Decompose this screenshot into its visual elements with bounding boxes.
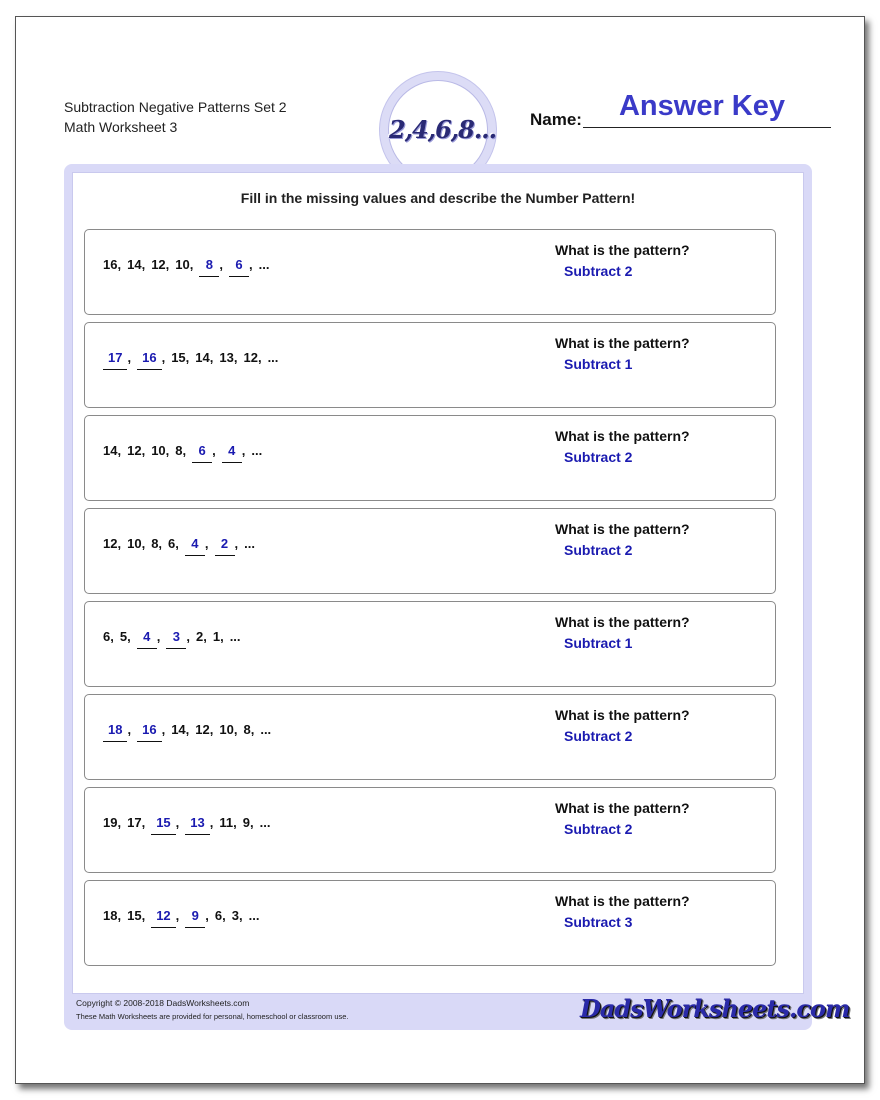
sequence-term: 15: [171, 350, 186, 365]
filled-answer-value: 8: [199, 257, 219, 277]
pattern-answer: Subtract 3: [564, 914, 633, 930]
sequence-term: 15: [127, 908, 142, 923]
sequence-term: 8: [243, 722, 251, 737]
comma-separator: ,: [249, 815, 254, 830]
number-sequence: [103, 536, 255, 556]
filled-answer-value: 3: [166, 629, 186, 649]
filled-answer-value: 16: [137, 722, 161, 742]
comma-separator: ,: [182, 443, 187, 458]
comma-separator: ,: [141, 257, 146, 272]
sequence-term: 11: [219, 815, 234, 830]
comma-separator: ,: [175, 536, 179, 551]
sequence-term: 13: [219, 350, 234, 365]
number-sequence: [103, 257, 269, 277]
comma-separator: ,: [161, 350, 166, 365]
sequence-term: 16: [103, 257, 118, 272]
problem-box: [84, 694, 776, 780]
comma-separator: ,: [250, 722, 255, 737]
problem-box: [84, 229, 776, 315]
pattern-question: What is the pattern?: [555, 428, 690, 444]
filled-answer-value: 4: [185, 536, 205, 556]
pattern-answer: Subtract 2: [564, 821, 633, 837]
filled-answer-value: 2: [215, 536, 235, 556]
filled-answer-value: 12: [151, 908, 175, 928]
filled-answer-value: 16: [137, 350, 161, 370]
sequence-term: 12: [127, 443, 142, 458]
comma-separator: ,: [220, 629, 224, 644]
copyright-text: Copyright © 2008-2018 DadsWorksheets.com: [76, 998, 250, 1008]
sequence-term: 18: [103, 908, 118, 923]
comma-separator: ,: [203, 629, 207, 644]
filled-answer-value: 6: [192, 443, 212, 463]
pattern-question: What is the pattern?: [555, 614, 690, 630]
sequence-term: 14: [195, 350, 210, 365]
comma-separator: ,: [141, 536, 146, 551]
sequence-term: 2: [195, 629, 204, 644]
pattern-answer: Subtract 2: [564, 728, 633, 744]
comma-separator: ,: [186, 629, 190, 644]
worksheet-title: Subtraction Negative Patterns Set 2: [64, 99, 287, 115]
problem-box: [84, 322, 776, 408]
sequence-term: 14: [171, 722, 186, 737]
sequence-term: ...: [258, 257, 270, 272]
pattern-question: What is the pattern?: [555, 242, 690, 258]
pattern-answer: Subtract 2: [564, 263, 633, 279]
sequence-term: 12: [195, 722, 210, 737]
worksheet-subtitle: Math Worksheet 3: [64, 119, 178, 135]
filled-answer-value: 6: [229, 257, 249, 277]
number-sequence: [103, 908, 259, 928]
comma-separator: ,: [249, 257, 253, 272]
sequence-term: 1: [212, 629, 221, 644]
comma-separator: ,: [175, 908, 180, 923]
sequence-term: 8: [175, 443, 183, 458]
dadsworksheets-logo: DadsWorksheets.com: [580, 994, 850, 1023]
number-sequence: [103, 443, 262, 463]
comma-separator: ,: [165, 443, 170, 458]
comma-separator: ,: [239, 908, 243, 923]
comma-separator: ,: [141, 908, 146, 923]
sequence-term: ...: [267, 350, 279, 365]
filled-answer-value: 13: [185, 815, 209, 835]
filled-answer-value: 4: [137, 629, 157, 649]
number-sequence: [103, 722, 271, 742]
comma-separator: ,: [156, 629, 161, 644]
comma-separator: ,: [219, 257, 223, 272]
comma-separator: ,: [127, 629, 131, 644]
answer-key-heading: Answer Key: [618, 90, 785, 122]
filled-answer-value: 15: [151, 815, 175, 835]
sequence-term: ...: [244, 536, 255, 551]
sequence-term: 9: [242, 815, 250, 830]
comma-separator: ,: [233, 350, 238, 365]
sequence-term: ...: [229, 629, 241, 644]
sequence-term: 10: [151, 443, 166, 458]
name-line: [583, 127, 831, 128]
sequence-term: 14: [127, 257, 142, 272]
pattern-answer: Subtract 2: [564, 449, 633, 465]
pattern-question: What is the pattern?: [555, 335, 690, 351]
comma-separator: ,: [212, 443, 216, 458]
comma-separator: ,: [209, 722, 214, 737]
comma-separator: ,: [161, 722, 166, 737]
comma-separator: ,: [234, 536, 239, 551]
comma-separator: ,: [165, 257, 170, 272]
problem-box: [84, 415, 776, 501]
comma-separator: ,: [233, 722, 238, 737]
sequence-term: 6: [168, 536, 176, 551]
comma-separator: ,: [185, 350, 190, 365]
comma-separator: ,: [141, 815, 146, 830]
sequence-term: 6: [214, 908, 223, 923]
sequence-term: 17: [127, 815, 142, 830]
sequence-term: 3: [231, 908, 239, 923]
instructions: Fill in the missing values and describe the Number Pattern!: [240, 190, 636, 206]
filled-answer-value: 18: [103, 722, 127, 742]
sequence-term: 10: [219, 722, 234, 737]
sequence-term: ...: [248, 908, 260, 923]
comma-separator: ,: [185, 722, 190, 737]
number-sequence: [103, 350, 278, 370]
usage-notice: These Math Worksheets are provided for personal, homeschool or classroom use.: [76, 1012, 349, 1021]
comma-separator: ,: [117, 257, 122, 272]
pattern-badge-text: 2,4,6,8...: [389, 115, 496, 144]
pattern-question: What is the pattern?: [555, 707, 690, 723]
pattern-answer: Subtract 1: [564, 635, 633, 651]
filled-answer-value: 4: [222, 443, 242, 463]
comma-separator: ,: [110, 629, 114, 644]
problem-box: [84, 508, 776, 594]
comma-separator: ,: [117, 443, 122, 458]
sequence-term: ...: [259, 815, 271, 830]
sequence-term: 14: [103, 443, 118, 458]
comma-separator: ,: [141, 443, 146, 458]
comma-separator: ,: [127, 722, 132, 737]
comma-separator: ,: [222, 908, 226, 923]
comma-separator: ,: [117, 815, 122, 830]
comma-separator: ,: [117, 536, 122, 551]
comma-separator: ,: [241, 443, 246, 458]
sequence-term: ...: [260, 722, 272, 737]
comma-separator: ,: [209, 350, 214, 365]
comma-separator: ,: [158, 536, 163, 551]
sequence-term: ...: [251, 443, 263, 458]
comma-separator: ,: [127, 350, 132, 365]
name-label: Name:: [530, 110, 582, 129]
comma-separator: ,: [117, 908, 122, 923]
pattern-answer: Subtract 1: [564, 356, 633, 372]
sequence-term: 12: [103, 536, 118, 551]
sequence-term: 8: [151, 536, 159, 551]
pattern-question: What is the pattern?: [555, 893, 690, 909]
comma-separator: ,: [209, 815, 214, 830]
filled-answer-value: 9: [185, 908, 205, 928]
comma-separator: ,: [204, 536, 209, 551]
pattern-answer: Subtract 2: [564, 542, 633, 558]
number-sequence: [103, 629, 241, 649]
problem-box: [84, 601, 776, 687]
filled-answer-value: 17: [103, 350, 127, 370]
sequence-term: 10: [127, 536, 142, 551]
sequence-term: 12: [243, 350, 258, 365]
comma-separator: ,: [189, 257, 194, 272]
pattern-question: What is the pattern?: [555, 800, 690, 816]
problem-box: [84, 880, 776, 966]
comma-separator: ,: [257, 350, 262, 365]
sequence-term: 12: [151, 257, 166, 272]
sequence-term: 5: [119, 629, 128, 644]
comma-separator: ,: [205, 908, 209, 923]
sequence-term: 19: [103, 815, 118, 830]
number-sequence: [103, 815, 270, 835]
sequence-term: 6: [103, 629, 111, 644]
pattern-question: What is the pattern?: [555, 521, 690, 537]
comma-separator: ,: [233, 815, 237, 830]
problem-box: [84, 787, 776, 873]
sequence-term: 10: [175, 257, 190, 272]
comma-separator: ,: [175, 815, 180, 830]
